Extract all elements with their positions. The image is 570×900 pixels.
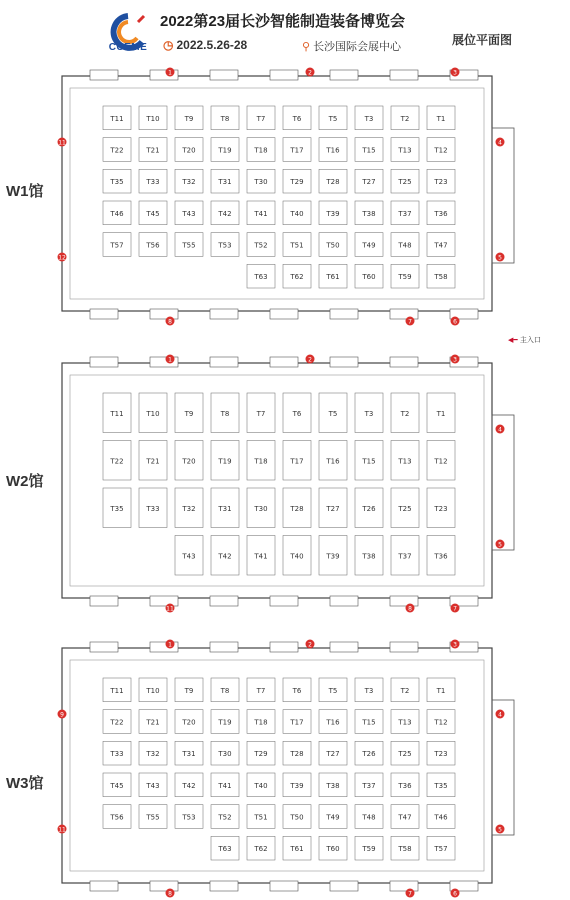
gate-marker bbox=[451, 355, 460, 364]
booth-label: T17 bbox=[290, 146, 304, 155]
facility-block-top bbox=[210, 70, 238, 80]
booth-label: T1 bbox=[436, 114, 446, 123]
hall-w1-svg bbox=[58, 68, 530, 326]
booth-label: T35 bbox=[110, 178, 124, 187]
gate-marker bbox=[166, 355, 175, 364]
gate-marker bbox=[166, 604, 175, 613]
booth-label: T13 bbox=[398, 718, 412, 727]
gate-number: 4 bbox=[498, 711, 502, 719]
gate-marker bbox=[166, 889, 175, 898]
booth-label: T62 bbox=[290, 273, 304, 282]
booth-label: T59 bbox=[362, 845, 376, 854]
booth-label: T43 bbox=[146, 781, 160, 790]
booth-label: T20 bbox=[182, 146, 196, 155]
gate-marker bbox=[451, 640, 460, 649]
gate-number: 7 bbox=[408, 318, 412, 326]
booth-label: T27 bbox=[326, 504, 340, 513]
booth-label: T9 bbox=[184, 114, 194, 123]
facility-block-top bbox=[90, 357, 118, 367]
gate-number: 4 bbox=[498, 139, 502, 147]
booth-label: T18 bbox=[254, 146, 268, 155]
booth-label: T38 bbox=[362, 209, 376, 218]
booth-label: T46 bbox=[434, 813, 448, 822]
booth-label: T51 bbox=[254, 813, 268, 822]
hall-inner-wall bbox=[70, 660, 484, 871]
clock-icon: ◷ bbox=[163, 38, 174, 52]
hall-inner-wall bbox=[70, 88, 484, 299]
booth-label: T27 bbox=[326, 750, 340, 759]
hall-w2-svg bbox=[60, 355, 530, 613]
facility-block-top bbox=[210, 642, 238, 652]
gate-number: 6 bbox=[453, 318, 457, 326]
booth-label: T30 bbox=[254, 178, 268, 187]
booth-label: T12 bbox=[434, 146, 448, 155]
booth-label: T2 bbox=[400, 114, 410, 123]
facility-block-bottom bbox=[390, 881, 418, 891]
booth-label: T20 bbox=[182, 457, 196, 466]
booth-label: T26 bbox=[362, 504, 376, 513]
booth-label: T55 bbox=[146, 813, 160, 822]
booth-label: T6 bbox=[292, 686, 302, 695]
hall-w3-plan bbox=[58, 640, 530, 898]
booth-label: T49 bbox=[326, 813, 340, 822]
booth-label: T16 bbox=[326, 146, 340, 155]
facility-block-bottom bbox=[210, 881, 238, 891]
booth-label: T10 bbox=[146, 409, 160, 418]
booth-label: T47 bbox=[398, 813, 412, 822]
facility-block-bottom bbox=[270, 309, 298, 319]
facility-block-bottom bbox=[330, 309, 358, 319]
booth-label: T23 bbox=[434, 750, 448, 759]
booth-label: T31 bbox=[182, 750, 196, 759]
booth-label: T41 bbox=[254, 209, 268, 218]
gate-number: 3 bbox=[453, 356, 457, 364]
booth-label: T63 bbox=[218, 845, 232, 854]
booth-label: T35 bbox=[434, 781, 448, 790]
hall-annex bbox=[492, 700, 514, 835]
gate-number: 2 bbox=[308, 69, 312, 77]
booth-label: T49 bbox=[362, 241, 376, 250]
gate-marker bbox=[496, 253, 505, 262]
gate-marker bbox=[451, 604, 460, 613]
booth-label: T19 bbox=[218, 457, 232, 466]
booth-label: T39 bbox=[326, 552, 340, 561]
booth-label: T56 bbox=[110, 813, 124, 822]
facility-block-bottom bbox=[210, 309, 238, 319]
gate-marker bbox=[496, 540, 505, 549]
facility-block-bottom bbox=[330, 881, 358, 891]
gate-marker bbox=[406, 317, 415, 326]
booth-label: T55 bbox=[182, 241, 196, 250]
booth-label: T6 bbox=[292, 114, 302, 123]
booth-label: T12 bbox=[434, 718, 448, 727]
booth-label: T50 bbox=[290, 813, 304, 822]
booth-label: T48 bbox=[362, 813, 376, 822]
main-entrance-text: 主入口 bbox=[519, 336, 541, 344]
booth-label: T17 bbox=[290, 718, 304, 727]
gate-marker bbox=[496, 138, 505, 147]
gate-marker bbox=[306, 68, 315, 77]
gate-marker bbox=[58, 825, 67, 834]
gate-number: 7 bbox=[408, 890, 412, 898]
booth-label: T33 bbox=[146, 504, 160, 513]
booth-label: T36 bbox=[398, 781, 412, 790]
booth-label: T28 bbox=[290, 504, 304, 513]
booth-label: T52 bbox=[254, 241, 268, 250]
booth-label: T3 bbox=[364, 409, 374, 418]
booth-label: T37 bbox=[398, 552, 412, 561]
gate-number: 5 bbox=[498, 254, 502, 262]
gate-number: 5 bbox=[498, 541, 502, 549]
booth-label: T18 bbox=[254, 718, 268, 727]
booth-label: T15 bbox=[362, 146, 376, 155]
booth-label: T45 bbox=[110, 781, 124, 790]
booth-label: T8 bbox=[220, 409, 230, 418]
gate-marker bbox=[58, 253, 67, 262]
booth-label: T31 bbox=[218, 178, 232, 187]
facility-block-bottom bbox=[390, 309, 418, 319]
booth-label: T41 bbox=[218, 781, 232, 790]
booth-label: T19 bbox=[218, 146, 232, 155]
gate-number: 5 bbox=[498, 826, 502, 834]
booth-label: T31 bbox=[218, 504, 232, 513]
booth-label: T57 bbox=[110, 241, 124, 250]
main-entrance-label bbox=[508, 335, 541, 345]
gate-number: 11 bbox=[58, 826, 66, 834]
gate-number: 11 bbox=[58, 139, 66, 147]
hall-label-w3: W3馆 bbox=[6, 775, 44, 792]
gate-marker bbox=[306, 355, 315, 364]
booth-label: T25 bbox=[398, 504, 412, 513]
booth-label: T33 bbox=[110, 750, 124, 759]
booth-label: T17 bbox=[290, 457, 304, 466]
booth-label: T61 bbox=[290, 845, 304, 854]
facility-block-top bbox=[210, 357, 238, 367]
booth-label: T36 bbox=[434, 209, 448, 218]
gate-number: 3 bbox=[453, 641, 457, 649]
facility-block-top bbox=[390, 642, 418, 652]
booth-label: T19 bbox=[218, 718, 232, 727]
booth-label: T9 bbox=[184, 409, 194, 418]
hall-annex bbox=[492, 415, 514, 550]
booth-label: T2 bbox=[400, 686, 410, 695]
gate-number: 12 bbox=[58, 254, 66, 262]
booth-label: T39 bbox=[326, 209, 340, 218]
gate-marker bbox=[406, 604, 415, 613]
facility-block-top bbox=[90, 70, 118, 80]
gate-number: 8 bbox=[408, 605, 412, 613]
booth-label: T37 bbox=[398, 209, 412, 218]
booth-label: T28 bbox=[290, 750, 304, 759]
booth-label: T21 bbox=[146, 718, 160, 727]
booth-label: T10 bbox=[146, 114, 160, 123]
date-text: 2022.5.26-28 bbox=[176, 38, 248, 52]
facility-block-bottom bbox=[150, 309, 178, 319]
booth-label: T50 bbox=[326, 241, 340, 250]
gate-marker bbox=[166, 640, 175, 649]
gate-marker bbox=[406, 889, 415, 898]
booth-label: T13 bbox=[398, 146, 412, 155]
location-pin-icon: ⚲ bbox=[302, 41, 311, 53]
gate-number: 11 bbox=[166, 605, 174, 613]
facility-block-bottom bbox=[150, 881, 178, 891]
booth-label: T12 bbox=[434, 457, 448, 466]
booth-label: T33 bbox=[146, 178, 160, 187]
gate-marker bbox=[496, 425, 505, 434]
facility-block-top bbox=[330, 642, 358, 652]
booth-label: T39 bbox=[290, 781, 304, 790]
hall-w2-plan bbox=[60, 355, 530, 613]
booth-label: T32 bbox=[182, 504, 196, 513]
booth-label: T5 bbox=[328, 686, 338, 695]
booth-label: T37 bbox=[362, 781, 376, 790]
booth-label: T29 bbox=[290, 178, 304, 187]
booth-label: T30 bbox=[218, 750, 232, 759]
facility-block-bottom bbox=[390, 596, 418, 606]
booth-label: T16 bbox=[326, 718, 340, 727]
booth-label: T45 bbox=[146, 209, 160, 218]
booth-label: T42 bbox=[182, 781, 196, 790]
booth-label: T23 bbox=[434, 504, 448, 513]
booth-label: T1 bbox=[436, 686, 446, 695]
booth-label: T60 bbox=[326, 845, 340, 854]
expo-title: 2022第23届长沙智能制造装备博览会 bbox=[160, 13, 406, 30]
gate-marker bbox=[166, 317, 175, 326]
gate-number: 2 bbox=[308, 641, 312, 649]
facility-block-bottom bbox=[90, 881, 118, 891]
booth-label: T2 bbox=[400, 409, 410, 418]
facility-block-bottom bbox=[150, 596, 178, 606]
booth-label: T9 bbox=[184, 686, 194, 695]
expo-venue bbox=[302, 38, 401, 54]
booth-label: T27 bbox=[362, 178, 376, 187]
booth-label: T22 bbox=[110, 718, 124, 727]
gate-number: 1 bbox=[168, 641, 172, 649]
booth-label: T16 bbox=[326, 457, 340, 466]
hall-w3-svg bbox=[58, 640, 530, 898]
booth-label: T63 bbox=[254, 273, 268, 282]
page-title: 展位平面图 bbox=[452, 33, 513, 47]
booth-label: T18 bbox=[254, 457, 268, 466]
booth-label: T6 bbox=[292, 409, 302, 418]
gate-marker bbox=[58, 138, 67, 147]
booth-label: T7 bbox=[256, 686, 266, 695]
gate-marker bbox=[58, 710, 67, 719]
booth-label: T58 bbox=[398, 845, 412, 854]
booth-label: T53 bbox=[182, 813, 196, 822]
hall-inner-wall bbox=[70, 375, 484, 586]
facility-block-top bbox=[330, 70, 358, 80]
gate-number: 2 bbox=[308, 356, 312, 364]
gate-number: 1 bbox=[168, 69, 172, 77]
booth-label: T36 bbox=[434, 552, 448, 561]
arrow-left-icon: ◀━ bbox=[508, 336, 518, 344]
gate-marker bbox=[496, 710, 505, 719]
booth-label: T25 bbox=[398, 178, 412, 187]
booth-label: T21 bbox=[146, 146, 160, 155]
booth-label: T5 bbox=[328, 409, 338, 418]
booth-label: T30 bbox=[254, 504, 268, 513]
gate-number: 8 bbox=[168, 318, 172, 326]
booth-label: T22 bbox=[110, 146, 124, 155]
booth-label: T38 bbox=[326, 781, 340, 790]
booth-label: T28 bbox=[326, 178, 340, 187]
hall-label-w2: W2馆 bbox=[6, 473, 44, 490]
booth-label: T40 bbox=[254, 781, 268, 790]
gate-marker bbox=[496, 825, 505, 834]
booth-label: T52 bbox=[218, 813, 232, 822]
booth-label: T29 bbox=[254, 750, 268, 759]
booth-label: T38 bbox=[362, 552, 376, 561]
facility-block-top bbox=[270, 642, 298, 652]
booth-label: T21 bbox=[146, 457, 160, 466]
gate-number: 3 bbox=[453, 69, 457, 77]
booth-label: T60 bbox=[362, 273, 376, 282]
booth-label: T5 bbox=[328, 114, 338, 123]
facility-block-bottom bbox=[90, 309, 118, 319]
logo-text: CCEME bbox=[108, 42, 148, 53]
booth-label: T8 bbox=[220, 114, 230, 123]
gate-marker bbox=[451, 68, 460, 77]
facility-block-bottom bbox=[270, 596, 298, 606]
gate-marker bbox=[166, 68, 175, 77]
booth-label: T43 bbox=[182, 209, 196, 218]
facility-block-top bbox=[330, 357, 358, 367]
booth-label: T51 bbox=[290, 241, 304, 250]
facility-block-top bbox=[390, 70, 418, 80]
booth-label: T53 bbox=[218, 241, 232, 250]
gate-marker bbox=[306, 640, 315, 649]
booth-label: T3 bbox=[364, 114, 374, 123]
hall-annex bbox=[492, 128, 514, 263]
booth-label: T62 bbox=[254, 845, 268, 854]
booth-label: T15 bbox=[362, 718, 376, 727]
booth-label: T48 bbox=[398, 241, 412, 250]
booth-label: T61 bbox=[326, 273, 340, 282]
booth-label: T3 bbox=[364, 686, 374, 695]
booth-label: T35 bbox=[110, 504, 124, 513]
booth-label: T42 bbox=[218, 552, 232, 561]
booth-label: T42 bbox=[218, 209, 232, 218]
facility-block-bottom bbox=[330, 596, 358, 606]
booth-label: T13 bbox=[398, 457, 412, 466]
booth-label: T8 bbox=[220, 686, 230, 695]
gate-marker bbox=[451, 889, 460, 898]
gate-number: 7 bbox=[453, 605, 457, 613]
facility-block-bottom bbox=[90, 596, 118, 606]
gate-number: 9 bbox=[60, 711, 64, 719]
booth-label: T41 bbox=[254, 552, 268, 561]
booth-label: T1 bbox=[436, 409, 446, 418]
expo-date bbox=[163, 38, 247, 52]
booth-label: T47 bbox=[434, 241, 448, 250]
gate-number: 6 bbox=[453, 890, 457, 898]
booth-label: T57 bbox=[434, 845, 448, 854]
booth-label: T32 bbox=[182, 178, 196, 187]
booth-label: T7 bbox=[256, 114, 266, 123]
booth-label: T25 bbox=[398, 750, 412, 759]
booth-label: T56 bbox=[146, 241, 160, 250]
gate-marker bbox=[451, 317, 460, 326]
facility-block-top bbox=[270, 357, 298, 367]
gate-number: 8 bbox=[168, 890, 172, 898]
booth-label: T15 bbox=[362, 457, 376, 466]
booth-label: T20 bbox=[182, 718, 196, 727]
gate-number: 4 bbox=[498, 426, 502, 434]
header bbox=[0, 0, 570, 62]
gate-number: 1 bbox=[168, 356, 172, 364]
facility-block-bottom bbox=[210, 596, 238, 606]
venue-text: 长沙国际会展中心 bbox=[313, 41, 402, 53]
booth-label: T46 bbox=[110, 209, 124, 218]
booth-label: T26 bbox=[362, 750, 376, 759]
booth-label: T23 bbox=[434, 178, 448, 187]
booth-label: T40 bbox=[290, 552, 304, 561]
booth-label: T43 bbox=[182, 552, 196, 561]
booth-label: T58 bbox=[434, 273, 448, 282]
facility-block-top bbox=[390, 357, 418, 367]
hall-w1-plan bbox=[58, 68, 530, 326]
booth-label: T11 bbox=[110, 686, 124, 695]
booth-label: T22 bbox=[110, 457, 124, 466]
facility-block-bottom bbox=[270, 881, 298, 891]
booth-label: T59 bbox=[398, 273, 412, 282]
booth-label: T11 bbox=[110, 114, 124, 123]
facility-block-top bbox=[90, 642, 118, 652]
booth-label: T7 bbox=[256, 409, 266, 418]
facility-block-top bbox=[270, 70, 298, 80]
booth-label: T10 bbox=[146, 686, 160, 695]
booth-label: T11 bbox=[110, 409, 124, 418]
booth-label: T32 bbox=[146, 750, 160, 759]
booth-label: T40 bbox=[290, 209, 304, 218]
hall-label-w1: W1馆 bbox=[6, 183, 44, 200]
